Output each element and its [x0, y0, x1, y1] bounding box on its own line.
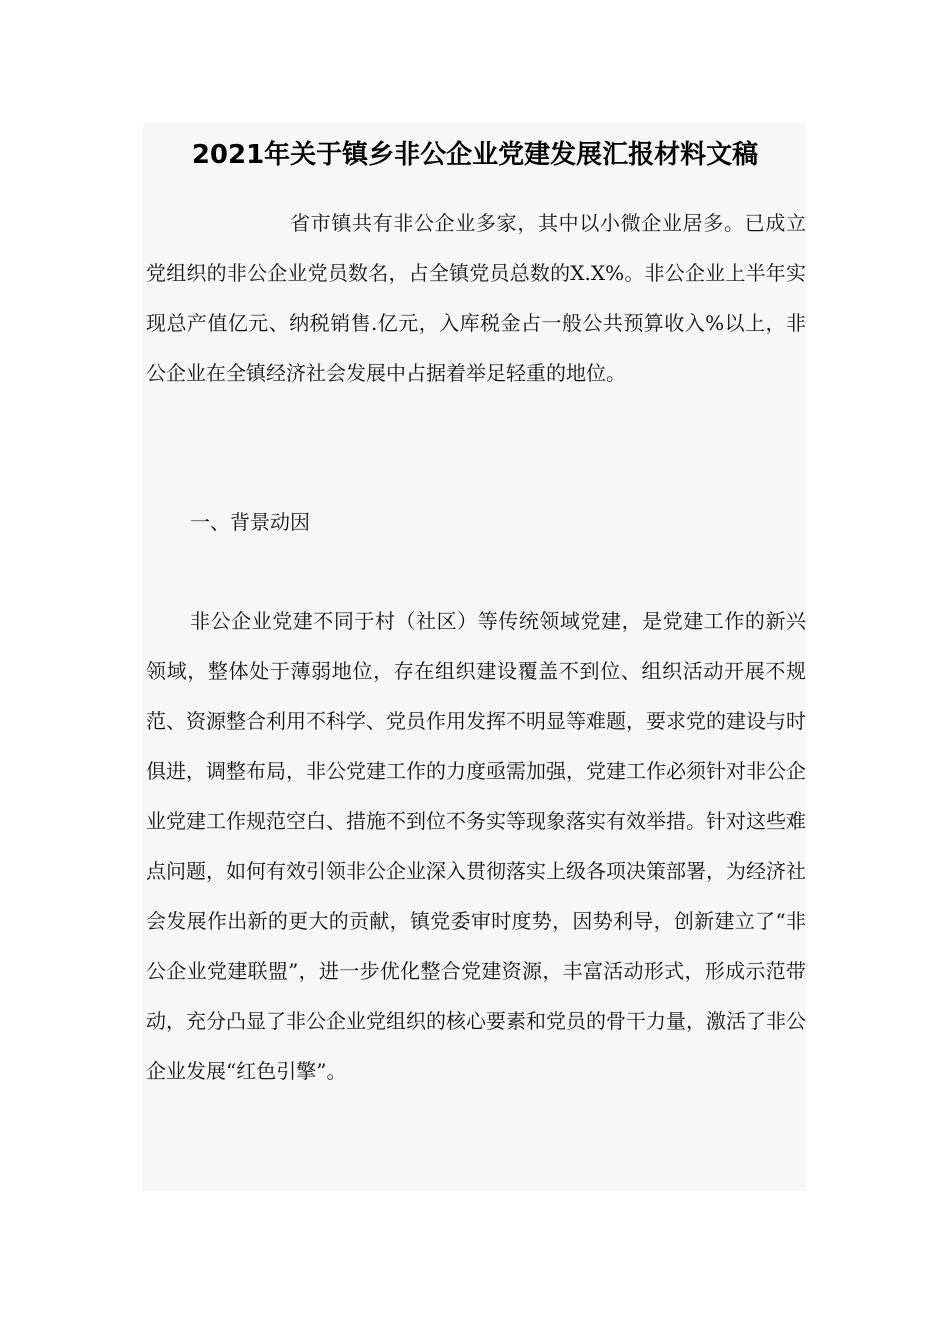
paragraph-background: 非公企业党建不同于村（社区）等传统领域党建，是党建工作的新兴领域，整体处于薄弱地位，存在组织建设覆盖不到位、组织活动开展不规范、资源整合利用不科学、党员作用发挥不明显等难题，要求党的建设与时俱进，调整布局，非公党建工作的力度亟需加强，党建工作必须针对非公企业党建工作规范空白、措施不到位不务实等现象落实有效举措。针对这些难点问题，如何有效引领非公企业深入贯彻落实上级各项决策部署，为经济社会发展作出新的更大的贡献，镇党委审时度势，因势利导，创新建立了“非公企业党建联盟”，进一步优化整合党建资源，丰富活动形式，形成示范带动，充分凸显了非公企业党组织的核心要素和党员的骨干力量，激活了非公企业发展“红色引擎”。 — [146, 609, 806, 1083]
document-title: 2021年关于镇乡非公企业党建发展汇报材料文稿 — [191, 140, 759, 170]
section-heading-background: 一、背景动因 — [190, 510, 310, 534]
paragraph-intro: 省市镇共有非公企业多家，其中以小微企业居多。已成立党组织的非公企业党员数名，占全镇党员总数的X.X%。非公企业上半年实现总产值亿元、纳税销售.亿元，入库税金占一般公共预算收入%以上，非公企业在全镇经济社会发展中占据着举足轻重的地位。 — [146, 211, 806, 385]
